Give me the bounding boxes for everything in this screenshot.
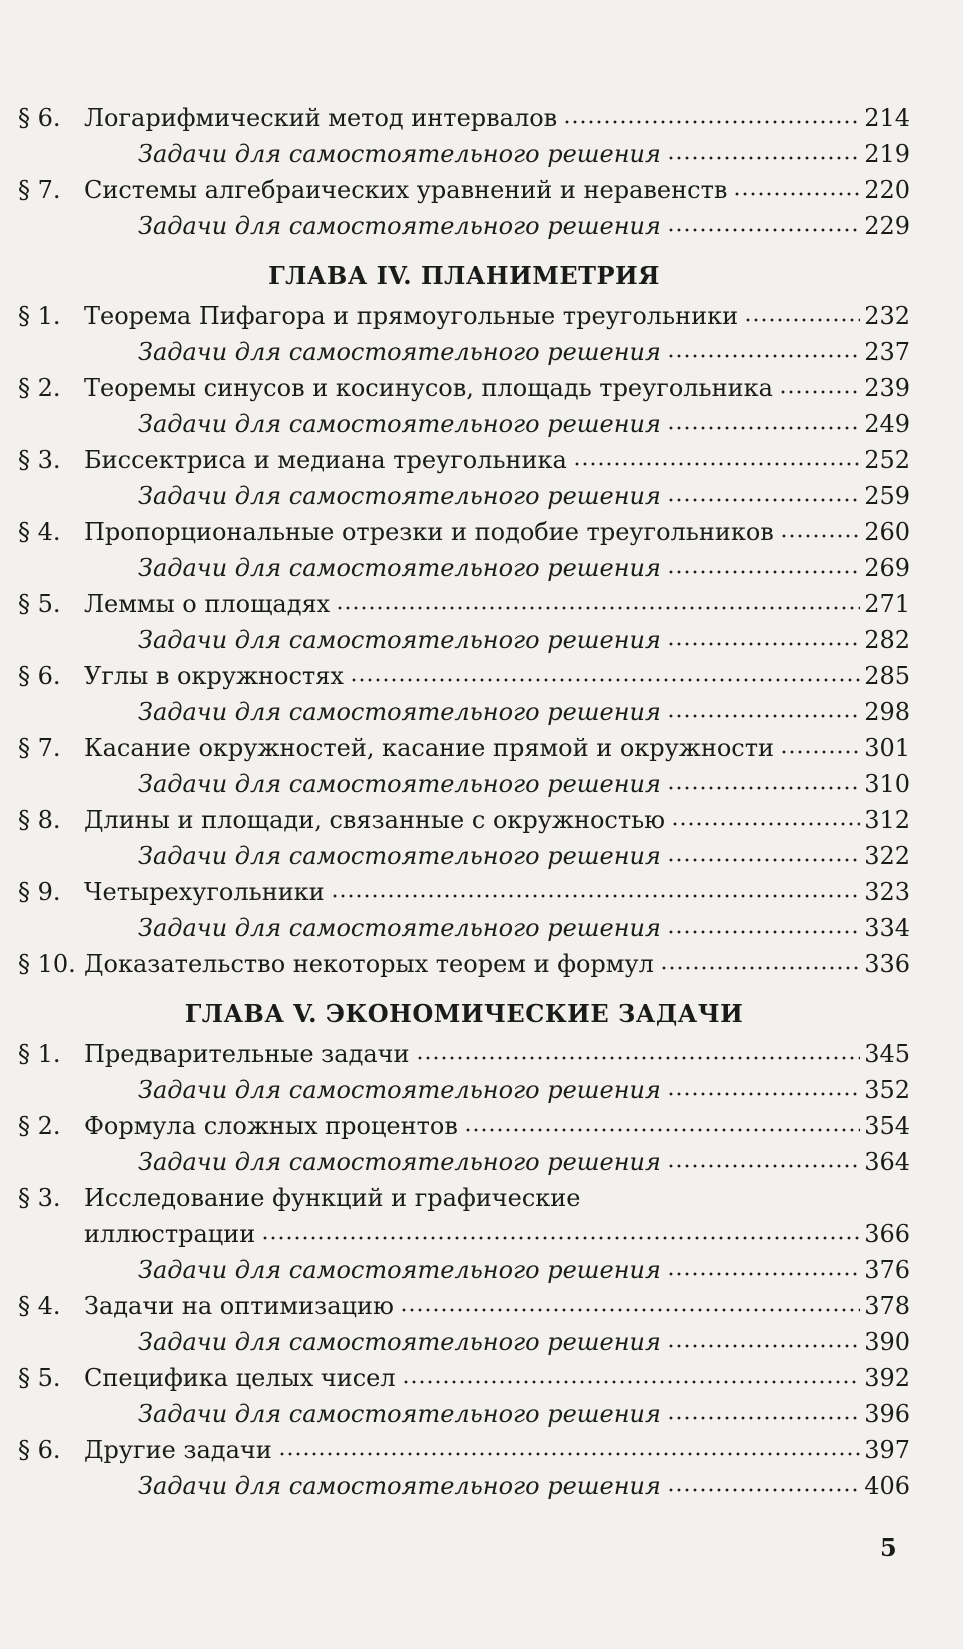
toc-entry (18, 1364, 910, 1400)
dot-leader (667, 1344, 860, 1348)
dot-leader (667, 354, 860, 358)
chapter-4-title: ГЛАВА IV. ПЛАНИМЕТРИЯ (268, 261, 660, 290)
section-title-continued: иллюстрации (84, 1220, 256, 1248)
page-ref: 345 (864, 1040, 910, 1068)
page-ref: 406 (864, 1472, 910, 1500)
section-number: § 3. (18, 1184, 61, 1212)
chapter-5-title: ГЛАВА V. ЭКОНОМИЧЕСКИЕ ЗАДАЧИ (184, 999, 744, 1028)
page-ref: 229 (864, 212, 910, 240)
page-ref: 334 (864, 914, 910, 942)
section-number: § 10. (18, 950, 76, 978)
toc-subentry (18, 140, 910, 176)
toc-entry (18, 302, 910, 338)
dot-leader (331, 894, 861, 898)
section-title: Углы в окружностях (84, 662, 344, 690)
subentry-title: Задачи для самостоятельного решения (138, 1328, 661, 1356)
dot-leader (336, 606, 860, 610)
section-title: Логарифмический метод интервалов (84, 104, 558, 132)
section-title: Системы алгебраических уравнений и неравенств (84, 176, 728, 204)
page-ref: 282 (864, 626, 910, 654)
dot-leader (779, 390, 860, 394)
section-number: § 6. (18, 662, 61, 690)
page-ref: 323 (864, 878, 910, 906)
toc-subentry (18, 554, 910, 590)
page-ref: 249 (864, 410, 910, 438)
page-ref: 214 (864, 104, 910, 132)
subentry-title: Задачи для самостоятельного решения (138, 1256, 661, 1284)
toc-subentry (18, 1328, 910, 1364)
dot-leader (744, 318, 860, 322)
dot-leader (667, 498, 860, 502)
toc-entry (18, 1184, 910, 1220)
dot-leader (671, 822, 860, 826)
dot-leader (464, 1128, 860, 1132)
toc-entry (18, 950, 910, 986)
dot-leader (402, 1380, 861, 1384)
section-number: § 2. (18, 1112, 61, 1140)
page-ref: 301 (864, 734, 910, 762)
page-ref: 271 (864, 590, 910, 618)
toc-entry (18, 176, 910, 212)
toc-entry (18, 1040, 910, 1076)
page-ref: 252 (864, 446, 910, 474)
section-title: Касание окружностей, касание прямой и окружности (84, 734, 775, 762)
dot-leader (733, 192, 860, 196)
dot-leader (667, 858, 860, 862)
dot-leader (278, 1452, 860, 1456)
page-ref: 322 (864, 842, 910, 870)
subentry-title: Задачи для самостоятельного решения (138, 1400, 661, 1428)
section-title: Теоремы синусов и косинусов, площадь треугольника (84, 374, 773, 402)
page-ref: 336 (864, 950, 910, 978)
section-number: § 7. (18, 176, 61, 204)
section-number: § 4. (18, 518, 61, 546)
subentry-title: Задачи для самостоятельного решения (138, 842, 661, 870)
dot-leader (667, 1092, 860, 1096)
section-number: § 7. (18, 734, 61, 762)
section-number: § 2. (18, 374, 61, 402)
page-ref: 376 (864, 1256, 910, 1284)
section-title: Предварительные задачи (84, 1040, 410, 1068)
page-ref: 312 (864, 806, 910, 834)
page-ref: 285 (864, 662, 910, 690)
dot-leader (660, 966, 860, 970)
dot-leader (667, 570, 860, 574)
section-number: § 6. (18, 1436, 61, 1464)
subentry-title: Задачи для самостоятельного решения (138, 770, 661, 798)
dot-leader (780, 534, 860, 538)
section-title: Специфика целых чисел (84, 1364, 396, 1392)
section-title: Другие задачи (84, 1436, 272, 1464)
page-ref: 378 (864, 1292, 910, 1320)
section-number: § 6. (18, 104, 61, 132)
page-ref: 239 (864, 374, 910, 402)
chapter-5-entries (18, 1040, 910, 1508)
dot-leader (261, 1236, 860, 1240)
toc-subentry (18, 1148, 910, 1184)
toc-subentry (18, 1400, 910, 1436)
page-number: 5 (880, 1533, 897, 1562)
dot-leader (667, 642, 860, 646)
toc-entry (18, 806, 910, 842)
toc-entry (18, 734, 910, 770)
page-ref: 392 (864, 1364, 910, 1392)
toc-entry (18, 878, 910, 914)
subentry-title: Задачи для самостоятельного решения (138, 338, 661, 366)
dot-leader (667, 426, 860, 430)
section-title: Задачи на оптимизацию (84, 1292, 394, 1320)
page-ref: 366 (864, 1220, 910, 1248)
section-title: Теорема Пифагора и прямоугольные треугольники (84, 302, 739, 330)
dot-leader (416, 1056, 861, 1060)
toc-subentry (18, 1076, 910, 1112)
subentry-title: Задачи для самостоятельного решения (138, 626, 661, 654)
page-ref: 298 (864, 698, 910, 726)
page-ref: 364 (864, 1148, 910, 1176)
page-ref: 220 (864, 176, 910, 204)
toc-entry (18, 590, 910, 626)
toc-subentry (18, 1472, 910, 1508)
section-number: § 9. (18, 878, 61, 906)
page-ref: 237 (864, 338, 910, 366)
toc-subentry (18, 1256, 910, 1292)
page-ref: 269 (864, 554, 910, 582)
toc-subentry (18, 212, 910, 248)
subentry-title: Задачи для самостоятельного решения (138, 482, 661, 510)
subentry-title: Задачи для самостоятельного решения (138, 410, 661, 438)
table-of-contents (18, 104, 910, 1508)
subentry-title: Задачи для самостоятельного решения (138, 1472, 661, 1500)
page-ref: 310 (864, 770, 910, 798)
page-ref: 397 (864, 1436, 910, 1464)
section-number: § 5. (18, 1364, 61, 1392)
dot-leader (350, 678, 860, 682)
page-ref: 219 (864, 140, 910, 168)
section-title: Доказательство некоторых теорем и формул (84, 950, 654, 978)
dot-leader (667, 156, 860, 160)
subentry-title: Задачи для самостоятельного решения (138, 212, 661, 240)
section-number: § 8. (18, 806, 61, 834)
toc-subentry (18, 410, 910, 446)
page-ref: 259 (864, 482, 910, 510)
toc-entry (18, 518, 910, 554)
page-ref: 352 (864, 1076, 910, 1104)
page-ref: 260 (864, 518, 910, 546)
chapter-4-entries (18, 302, 910, 986)
toc-entry (18, 662, 910, 698)
toc-entry (18, 374, 910, 410)
subentry-title: Задачи для самостоятельного решения (138, 914, 661, 942)
dot-leader (563, 120, 860, 124)
dot-leader (667, 228, 860, 232)
section-number: § 4. (18, 1292, 61, 1320)
page-ref: 396 (864, 1400, 910, 1428)
chapter-3-tail (18, 104, 910, 248)
subentry-title: Задачи для самостоятельного решения (138, 554, 661, 582)
page-ref: 390 (864, 1328, 910, 1356)
dot-leader (667, 786, 860, 790)
page-ref: 232 (864, 302, 910, 330)
dot-leader (400, 1308, 860, 1312)
dot-leader (667, 714, 860, 718)
dot-leader (667, 1164, 860, 1168)
section-title: Формула сложных процентов (84, 1112, 458, 1140)
section-title: Четырехугольники (84, 878, 325, 906)
subentry-title: Задачи для самостоятельного решения (138, 140, 661, 168)
toc-subentry (18, 698, 910, 734)
section-number: § 3. (18, 446, 61, 474)
toc-subentry (18, 338, 910, 374)
toc-entry (18, 104, 910, 140)
section-title: Исследование функций и графические (84, 1184, 581, 1212)
subentry-title: Задачи для самостоятельного решения (138, 1148, 661, 1176)
toc-entry (18, 446, 910, 482)
toc-subentry (18, 626, 910, 662)
dot-leader (667, 1416, 860, 1420)
section-title: Пропорциональные отрезки и подобие треугольников (84, 518, 774, 546)
toc-subentry (18, 914, 910, 950)
dot-leader (667, 1272, 860, 1276)
dot-leader (780, 750, 860, 754)
section-title: Длины и площади, связанные с окружностью (84, 806, 666, 834)
toc-subentry (18, 482, 910, 518)
section-number: § 1. (18, 1040, 61, 1068)
toc-entry (18, 1112, 910, 1148)
section-number: § 1. (18, 302, 61, 330)
subentry-title: Задачи для самостоятельного решения (138, 698, 661, 726)
dot-leader (667, 1488, 860, 1492)
page-ref: 354 (864, 1112, 910, 1140)
toc-subentry (18, 770, 910, 806)
dot-leader (573, 462, 860, 466)
toc-subentry (18, 842, 910, 878)
toc-entry (18, 1436, 910, 1472)
section-number: § 5. (18, 590, 61, 618)
section-title: Биссектриса и медиана треугольника (84, 446, 567, 474)
dot-leader (667, 930, 860, 934)
toc-entry (18, 1292, 910, 1328)
subentry-title: Задачи для самостоятельного решения (138, 1076, 661, 1104)
section-title: Леммы о площадях (84, 590, 331, 618)
toc-entry-continuation (18, 1220, 910, 1256)
